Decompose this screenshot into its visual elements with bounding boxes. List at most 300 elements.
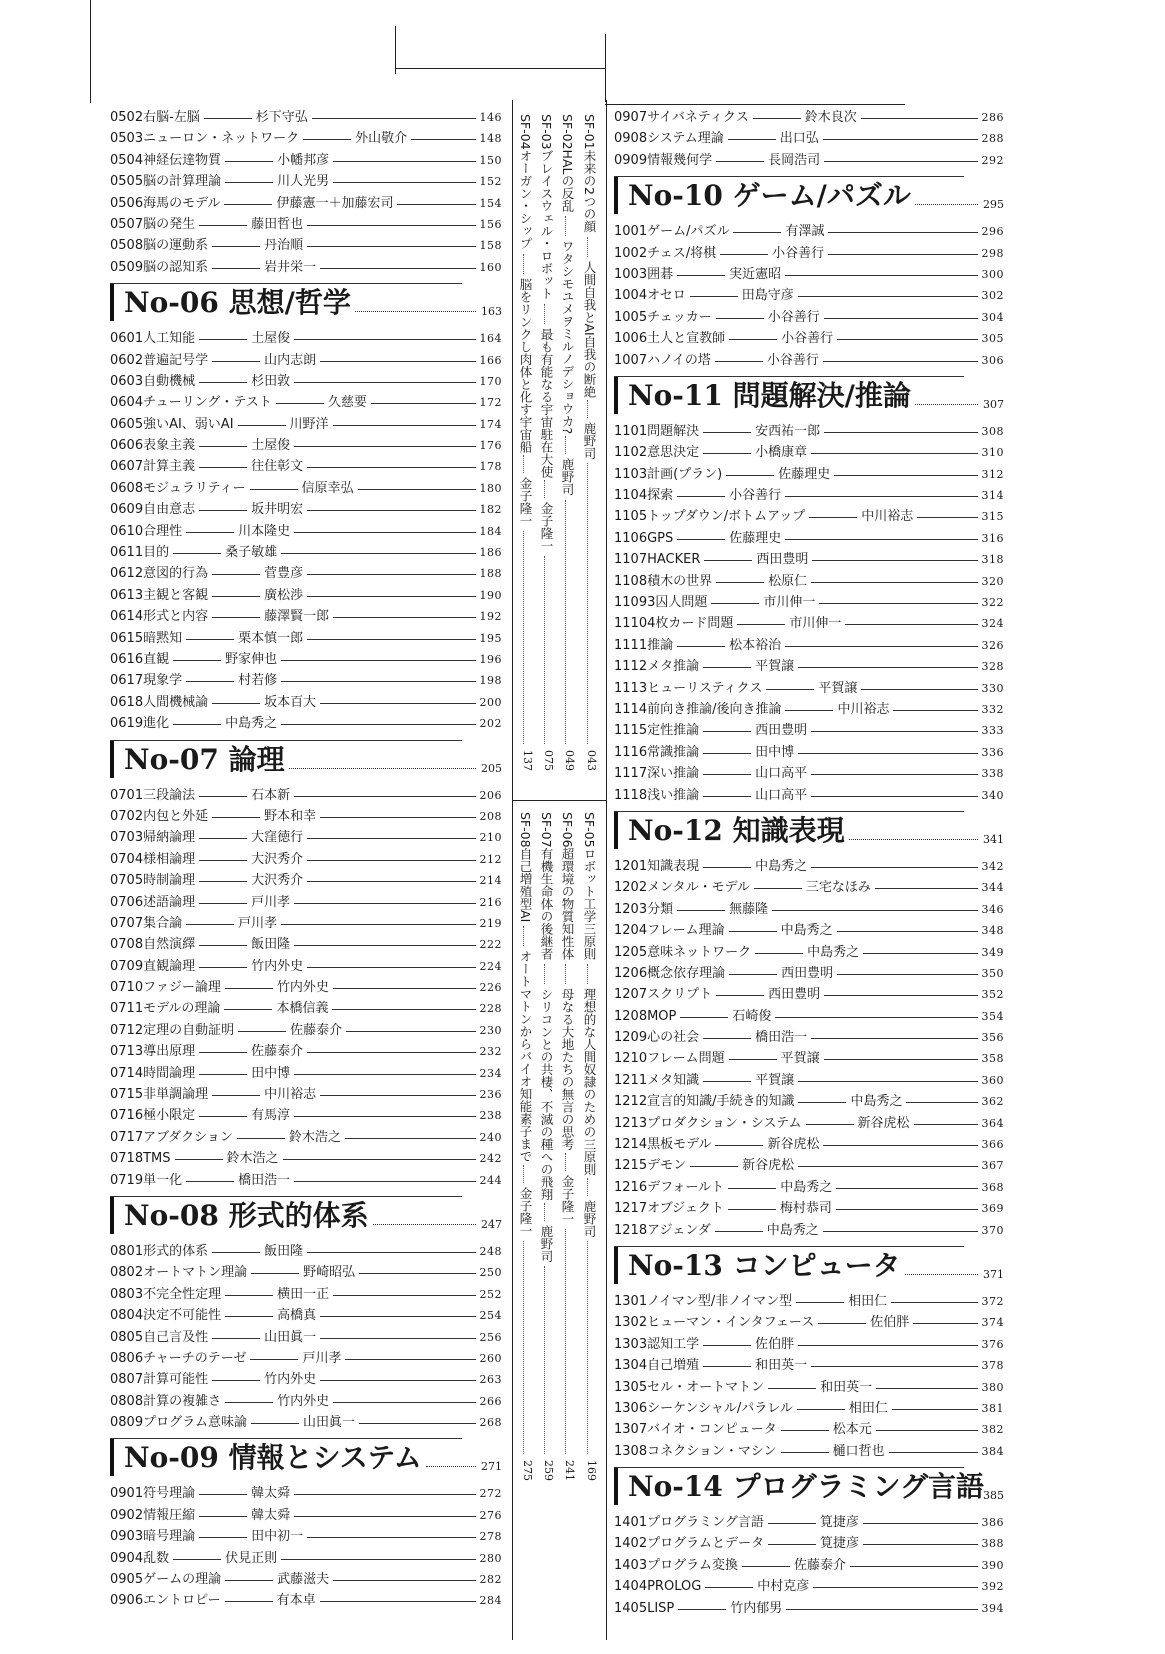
toc-entry bbox=[614, 1134, 1004, 1155]
page-number: 314 bbox=[981, 489, 1004, 503]
leader-line bbox=[307, 467, 476, 468]
toc-entry bbox=[110, 585, 502, 606]
entry-title: 0615暗黙知 bbox=[110, 630, 183, 646]
toc-entry bbox=[614, 1419, 1004, 1440]
entry-title: 0907サイバネティクス bbox=[614, 110, 749, 125]
leader-dots bbox=[915, 404, 978, 405]
toc-entry bbox=[110, 827, 502, 848]
toc-entry bbox=[614, 1048, 1004, 1069]
heading-bar bbox=[110, 1438, 114, 1476]
section-heading bbox=[110, 738, 502, 782]
entry-author: 中川裕志 bbox=[264, 1087, 317, 1103]
sf-subtitle: 母なる大地たちの無言の思考 bbox=[560, 988, 575, 1151]
top-rule-right-horizontal bbox=[605, 104, 905, 105]
entry-author: 伊藤憲一＋加藤宏司 bbox=[276, 195, 394, 211]
toc-entry bbox=[110, 1127, 502, 1148]
toc-entry bbox=[614, 1070, 1004, 1091]
page-number: 271 bbox=[481, 1460, 502, 1474]
leader-line bbox=[320, 703, 476, 704]
page-number: 312 bbox=[981, 467, 1004, 481]
leader-line bbox=[199, 382, 247, 383]
toc-entry bbox=[110, 1569, 502, 1590]
leader-line bbox=[811, 774, 978, 775]
entry-title: 1111推論 bbox=[614, 637, 674, 653]
leader-line bbox=[715, 1145, 763, 1146]
leader-line bbox=[781, 1430, 829, 1431]
leader-line bbox=[863, 1523, 978, 1524]
toc-entry bbox=[614, 549, 1004, 570]
leader-line bbox=[677, 496, 725, 497]
leader-line bbox=[785, 496, 978, 497]
entry-title: 0711モデルの理論 bbox=[110, 1001, 221, 1017]
leader-line bbox=[281, 724, 476, 725]
entry-title: 1202メンタル・モデル bbox=[614, 880, 750, 896]
leader-line bbox=[186, 924, 234, 925]
section-title: No-07 論理 bbox=[124, 742, 285, 776]
page-number: 148 bbox=[479, 132, 502, 146]
entry-author: 武藤滋夫 bbox=[277, 1572, 330, 1588]
entry-author: 樋口哲也 bbox=[832, 1443, 885, 1459]
entry-author: 竹内外史 bbox=[264, 1372, 317, 1388]
entry-title: 1303認知工学 bbox=[614, 1336, 700, 1352]
leader-line bbox=[307, 574, 476, 575]
toc-entry bbox=[614, 1006, 1004, 1027]
entry-author: 橋田浩一 bbox=[755, 1030, 808, 1046]
toc-entry bbox=[110, 692, 502, 713]
sf-title: SF-02HALの反乱 bbox=[560, 114, 575, 212]
entry-author: 佐藤理史 bbox=[778, 466, 831, 482]
leader-line bbox=[690, 296, 738, 297]
toc-entry bbox=[614, 464, 1004, 485]
toc-entry bbox=[614, 1576, 1004, 1597]
toc-entry bbox=[614, 763, 1004, 784]
page-number: 152 bbox=[479, 175, 502, 189]
page-number: 169 bbox=[585, 1460, 598, 1481]
leader-line bbox=[212, 1252, 260, 1253]
leader-line bbox=[307, 225, 476, 226]
sf-author: 鹿野司 bbox=[582, 1199, 597, 1238]
section-heading bbox=[614, 1465, 1004, 1509]
entry-title: 1405LISP bbox=[614, 1600, 675, 1616]
page-number: 376 bbox=[981, 1337, 1004, 1351]
leader-line bbox=[677, 646, 725, 647]
leader-line bbox=[716, 995, 764, 996]
toc-entry bbox=[110, 478, 502, 499]
leader-line bbox=[809, 517, 857, 518]
leader-line bbox=[251, 1423, 299, 1424]
page-number: 284 bbox=[479, 1594, 502, 1608]
entry-author: 竹内郁男 bbox=[730, 1600, 783, 1616]
page-number: 288 bbox=[981, 132, 1004, 146]
toc-entry bbox=[110, 892, 502, 913]
toc-entry bbox=[614, 1441, 1004, 1462]
entry-title: 0716極小限定 bbox=[110, 1108, 196, 1124]
leader-line bbox=[281, 681, 476, 682]
page-number: 374 bbox=[981, 1316, 1004, 1330]
leader-line bbox=[876, 1388, 978, 1389]
leader-line bbox=[845, 624, 978, 625]
leader-line bbox=[703, 1081, 751, 1082]
entry-author: 戸川孝 bbox=[238, 915, 278, 931]
entry-author: 杉下守弘 bbox=[255, 110, 308, 125]
entry-title: 0719単一化 bbox=[110, 1172, 183, 1188]
entry-title: 0713導出原理 bbox=[110, 1044, 196, 1060]
toc-entry bbox=[110, 649, 502, 670]
leader-line bbox=[332, 1009, 476, 1010]
entry-title: 0717アブダクション bbox=[110, 1129, 233, 1145]
leader-line bbox=[199, 1052, 247, 1053]
page-number: 190 bbox=[479, 588, 502, 602]
page-number: 318 bbox=[981, 553, 1004, 567]
leader-line bbox=[523, 254, 524, 274]
page-number: 156 bbox=[479, 217, 502, 231]
toc-entry bbox=[110, 913, 502, 934]
leader-line bbox=[225, 988, 273, 989]
sf-author: 金子隆一 bbox=[539, 501, 554, 552]
page-number: 228 bbox=[479, 1002, 502, 1016]
entry-title: 0613主観と客観 bbox=[110, 587, 209, 603]
entry-title: 0904乱数 bbox=[110, 1550, 170, 1566]
sf-subtitle: 脳をリンクし肉体と化す宇宙船 bbox=[518, 277, 533, 453]
toc-entry bbox=[614, 328, 1004, 349]
entry-title: 1208MOP bbox=[614, 1008, 677, 1024]
leader-line bbox=[523, 1165, 524, 1183]
entry-title: 0508脳の運動系 bbox=[110, 238, 209, 254]
page-number: 212 bbox=[479, 852, 502, 866]
page-number: 205 bbox=[481, 761, 502, 775]
leader-line bbox=[891, 1302, 978, 1303]
leader-line bbox=[812, 560, 978, 561]
toc-entry bbox=[614, 128, 1004, 149]
leader-line bbox=[294, 339, 476, 340]
toc-entry bbox=[614, 592, 1004, 613]
leader-line bbox=[716, 318, 764, 319]
leader-line bbox=[781, 1452, 829, 1453]
leader-line bbox=[587, 1178, 588, 1196]
leader-line bbox=[716, 582, 764, 583]
leader-line bbox=[703, 1366, 751, 1367]
page-number: 195 bbox=[479, 631, 502, 645]
leader-line bbox=[281, 553, 476, 554]
leader-line bbox=[863, 1544, 978, 1545]
entry-title: 1205意味ネットワーク bbox=[614, 944, 752, 960]
leader-line bbox=[754, 888, 802, 889]
leader-line bbox=[212, 617, 260, 618]
toc-entry bbox=[614, 307, 1004, 328]
page-number: 367 bbox=[981, 1159, 1004, 1173]
sf-author: 金子隆一 bbox=[518, 1186, 533, 1237]
page-number: 214 bbox=[479, 874, 502, 888]
entry-title: 0509脳の認知系 bbox=[110, 259, 209, 275]
leader-line bbox=[307, 1537, 476, 1538]
leader-line bbox=[729, 974, 777, 975]
leader-line bbox=[186, 681, 234, 682]
toc-entry bbox=[110, 1020, 502, 1041]
entry-author: 佐藤泰介 bbox=[251, 1044, 304, 1060]
entry-title: 1112メタ推論 bbox=[614, 659, 700, 675]
page-number: 394 bbox=[981, 1601, 1004, 1615]
toc-entry bbox=[110, 257, 502, 278]
page-number: 352 bbox=[981, 988, 1004, 1002]
leader-line bbox=[225, 1402, 273, 1403]
page-number: 278 bbox=[479, 1530, 502, 1544]
leader-line bbox=[199, 225, 247, 226]
entry-author: 新谷虎松 bbox=[857, 1115, 910, 1131]
page-number: 206 bbox=[479, 788, 502, 802]
page-number: 166 bbox=[479, 353, 502, 367]
entry-title: 1402プログラムとデータ bbox=[614, 1536, 764, 1552]
entry-author: 野本和幸 bbox=[264, 808, 317, 824]
entry-author: 有馬淳 bbox=[251, 1108, 291, 1124]
page-number: 364 bbox=[981, 1116, 1004, 1130]
entry-author: 栗本慎一郎 bbox=[238, 630, 304, 646]
toc-entry bbox=[614, 1177, 1004, 1198]
heading-bar bbox=[614, 176, 618, 214]
page-number: 160 bbox=[479, 260, 502, 274]
entry-author: 梅村恭司 bbox=[779, 1201, 832, 1217]
leader-line bbox=[225, 1316, 273, 1317]
entry-title: 1201知識表現 bbox=[614, 858, 700, 874]
entry-title: 11104枚カード問題 bbox=[614, 616, 734, 632]
leader-line bbox=[199, 796, 247, 797]
entry-title: 0602普遍記号学 bbox=[110, 352, 209, 368]
page-number: 380 bbox=[981, 1380, 1004, 1394]
entry-title: 1006土人と宣教師 bbox=[614, 331, 726, 347]
entry-title: 1003囲碁 bbox=[614, 266, 674, 282]
entry-author: 土屋俊 bbox=[251, 438, 291, 454]
leader-line bbox=[837, 339, 978, 340]
section-heading bbox=[110, 281, 502, 325]
entry-author: 中島秀之 bbox=[807, 944, 860, 960]
leader-line bbox=[806, 1124, 854, 1125]
leader-line bbox=[768, 1388, 816, 1389]
leader-line bbox=[703, 774, 751, 775]
leader-line bbox=[333, 988, 476, 989]
leader-line bbox=[294, 945, 476, 946]
entry-title: 0506海馬のモデル bbox=[110, 195, 221, 211]
leader-line bbox=[199, 1494, 247, 1495]
page-number: 342 bbox=[981, 859, 1004, 873]
entry-title: 0612意図的行為 bbox=[110, 566, 209, 582]
entry-author: 高橋真 bbox=[277, 1308, 317, 1324]
toc-entry bbox=[614, 107, 1004, 128]
toc-entry bbox=[614, 942, 1004, 963]
leader-line bbox=[796, 1302, 844, 1303]
entry-title: 1203分類 bbox=[614, 901, 674, 917]
leader-line bbox=[677, 910, 725, 911]
leader-line bbox=[703, 1038, 751, 1039]
toc-entry bbox=[614, 264, 1004, 285]
page-number: 202 bbox=[479, 717, 502, 731]
toc-entry bbox=[614, 350, 1004, 371]
entry-title: 0708自然演繹 bbox=[110, 937, 196, 953]
page-number: 308 bbox=[981, 424, 1004, 438]
toc-entry bbox=[110, 107, 502, 128]
entry-title: 0808計算の複雑さ bbox=[110, 1393, 222, 1409]
section-title: No-10 ゲーム/パズル bbox=[628, 179, 911, 213]
toc-entry bbox=[110, 1084, 502, 1105]
toc-entry bbox=[110, 849, 502, 870]
leader-line bbox=[225, 1601, 273, 1602]
toc-entry bbox=[614, 720, 1004, 741]
page-number: 208 bbox=[479, 809, 502, 823]
section-heading bbox=[614, 809, 1004, 853]
entry-author: 長岡浩司 bbox=[768, 152, 821, 168]
leader-dots bbox=[426, 1466, 476, 1467]
leader-line bbox=[199, 903, 247, 904]
leader-line bbox=[819, 603, 978, 604]
entry-title: 0704様相論理 bbox=[110, 851, 196, 867]
leader-line bbox=[212, 574, 260, 575]
leader-line bbox=[199, 510, 247, 511]
entry-author: 大沢秀介 bbox=[251, 873, 304, 889]
leader-line bbox=[565, 500, 566, 744]
toc-entry bbox=[110, 150, 502, 171]
entry-author: 岩井栄一 bbox=[264, 259, 317, 275]
page-number: 254 bbox=[479, 1309, 502, 1323]
toc-entry bbox=[110, 956, 502, 977]
page-number: 192 bbox=[479, 610, 502, 624]
toc-entry bbox=[110, 1327, 502, 1348]
leader-line bbox=[587, 237, 588, 257]
leader-line bbox=[720, 254, 768, 255]
page-number: 336 bbox=[981, 745, 1004, 759]
entry-author: 平賀譲 bbox=[780, 1051, 820, 1067]
leader-line bbox=[836, 1209, 978, 1210]
entry-author: 中島秀之 bbox=[755, 858, 808, 874]
entry-title: 1304自己増殖 bbox=[614, 1358, 700, 1374]
leader-line bbox=[544, 480, 545, 498]
entry-author: 村若修 bbox=[238, 673, 278, 689]
sf-entry bbox=[556, 812, 576, 1494]
entry-author: 藤澤賢一郎 bbox=[264, 609, 330, 625]
leader-line bbox=[281, 924, 476, 925]
entry-author: 有本卓 bbox=[276, 1593, 316, 1609]
sf-author: 鹿野司 bbox=[539, 1224, 554, 1263]
entry-author: 石本新 bbox=[251, 787, 291, 803]
page-number: 322 bbox=[981, 596, 1004, 610]
toc-entry bbox=[614, 785, 1004, 806]
toc-entry bbox=[110, 713, 502, 734]
leader-line bbox=[333, 617, 476, 618]
page-number: 260 bbox=[479, 1351, 502, 1365]
leader-line bbox=[212, 596, 260, 597]
toc-entry bbox=[110, 214, 502, 235]
sf-entry bbox=[578, 114, 598, 784]
toc-entry bbox=[614, 442, 1004, 463]
page-number: 292 bbox=[981, 153, 1004, 167]
page-number: 272 bbox=[479, 1487, 502, 1501]
entry-author: 小谷善行 bbox=[772, 245, 825, 261]
leader-line bbox=[199, 339, 247, 340]
leader-line bbox=[811, 731, 978, 732]
page-number: 385 bbox=[983, 1489, 1004, 1503]
sf-title: SF-05ロボット工学三原則 bbox=[582, 812, 597, 961]
entry-author: 安西祐一郎 bbox=[755, 423, 821, 439]
entry-title: 1403プログラム変換 bbox=[614, 1557, 738, 1573]
toc-entry bbox=[614, 485, 1004, 506]
entry-author: 田中博 bbox=[251, 1065, 291, 1081]
leader-line bbox=[798, 667, 978, 668]
leader-line bbox=[199, 838, 247, 839]
page-number: 378 bbox=[981, 1359, 1004, 1373]
leader-line bbox=[225, 1295, 273, 1296]
entry-title: 1404PROLOG bbox=[614, 1579, 702, 1595]
leader-line bbox=[798, 1166, 978, 1167]
page-number: 244 bbox=[479, 1173, 502, 1187]
page-number: 338 bbox=[981, 767, 1004, 781]
page-number: 259 bbox=[542, 1460, 555, 1481]
leader-line bbox=[811, 867, 978, 868]
section-title: No-14 プログラミング言語 bbox=[628, 1470, 985, 1504]
toc-entry bbox=[110, 392, 502, 413]
page-number: 368 bbox=[981, 1180, 1004, 1194]
leader-line bbox=[281, 660, 476, 661]
toc-entry bbox=[614, 899, 1004, 920]
entry-title: 1106GPS bbox=[614, 530, 674, 546]
page-number: 188 bbox=[479, 567, 502, 581]
page-number: 184 bbox=[479, 524, 502, 538]
entry-title: 0906エントロピー bbox=[110, 1593, 221, 1609]
heading-bar bbox=[110, 740, 114, 778]
entry-author: 有澤誠 bbox=[785, 224, 825, 240]
page-number: 316 bbox=[981, 531, 1004, 545]
entry-author: 田中博 bbox=[755, 744, 795, 760]
leader-line bbox=[889, 1452, 978, 1453]
entry-title: 1103計画(プラン) bbox=[614, 466, 723, 482]
toc-entry bbox=[110, 1105, 502, 1126]
page-number: 344 bbox=[981, 881, 1004, 895]
page-number: 381 bbox=[981, 1401, 1004, 1415]
page-number: 369 bbox=[981, 1202, 1004, 1216]
heading-bar bbox=[614, 811, 618, 849]
entry-author: 中村克彦 bbox=[757, 1579, 810, 1595]
sf-title: SF-06超環境の物質知性体 bbox=[560, 812, 575, 961]
sf-title: SF-07有機生命体の後継者 bbox=[539, 812, 554, 961]
entry-author: 大沢秀介 bbox=[251, 851, 304, 867]
entry-author: 佐伯胖 bbox=[870, 1315, 910, 1331]
heading-bar bbox=[614, 1467, 618, 1505]
page-number: 238 bbox=[479, 1109, 502, 1123]
leader-line bbox=[876, 1430, 978, 1431]
leader-line bbox=[294, 796, 476, 797]
toc-entry bbox=[614, 506, 1004, 527]
leader-line bbox=[346, 1031, 476, 1032]
entry-title: 0603自動機械 bbox=[110, 373, 196, 389]
leader-line bbox=[345, 1359, 476, 1360]
toc-entry bbox=[614, 856, 1004, 877]
toc-entry bbox=[110, 1063, 502, 1084]
entry-author: 西田豊明 bbox=[756, 552, 809, 568]
page-number: 307 bbox=[983, 397, 1004, 411]
page-number: 043 bbox=[585, 750, 598, 771]
toc-entry bbox=[614, 1555, 1004, 1576]
toc-entry bbox=[110, 1590, 502, 1611]
page-number: 275 bbox=[521, 1460, 534, 1481]
page-number: 362 bbox=[981, 1095, 1004, 1109]
sf-title: SF-04オーガン・シップ bbox=[518, 114, 533, 250]
page-number: 176 bbox=[479, 439, 502, 453]
sf-subtitle: ワタシモユメヲミルノデショウカ? bbox=[560, 239, 575, 435]
leader-line bbox=[307, 1252, 476, 1253]
entry-author: 中島秀之 bbox=[225, 716, 278, 732]
column-rule-left bbox=[512, 100, 513, 1640]
entry-author: 市川伸一 bbox=[789, 616, 842, 632]
leader-line bbox=[294, 903, 476, 904]
leader-line bbox=[753, 118, 801, 119]
entry-author: 中川裕志 bbox=[837, 701, 890, 717]
entry-title: 0608モジュラリティー bbox=[110, 480, 246, 496]
